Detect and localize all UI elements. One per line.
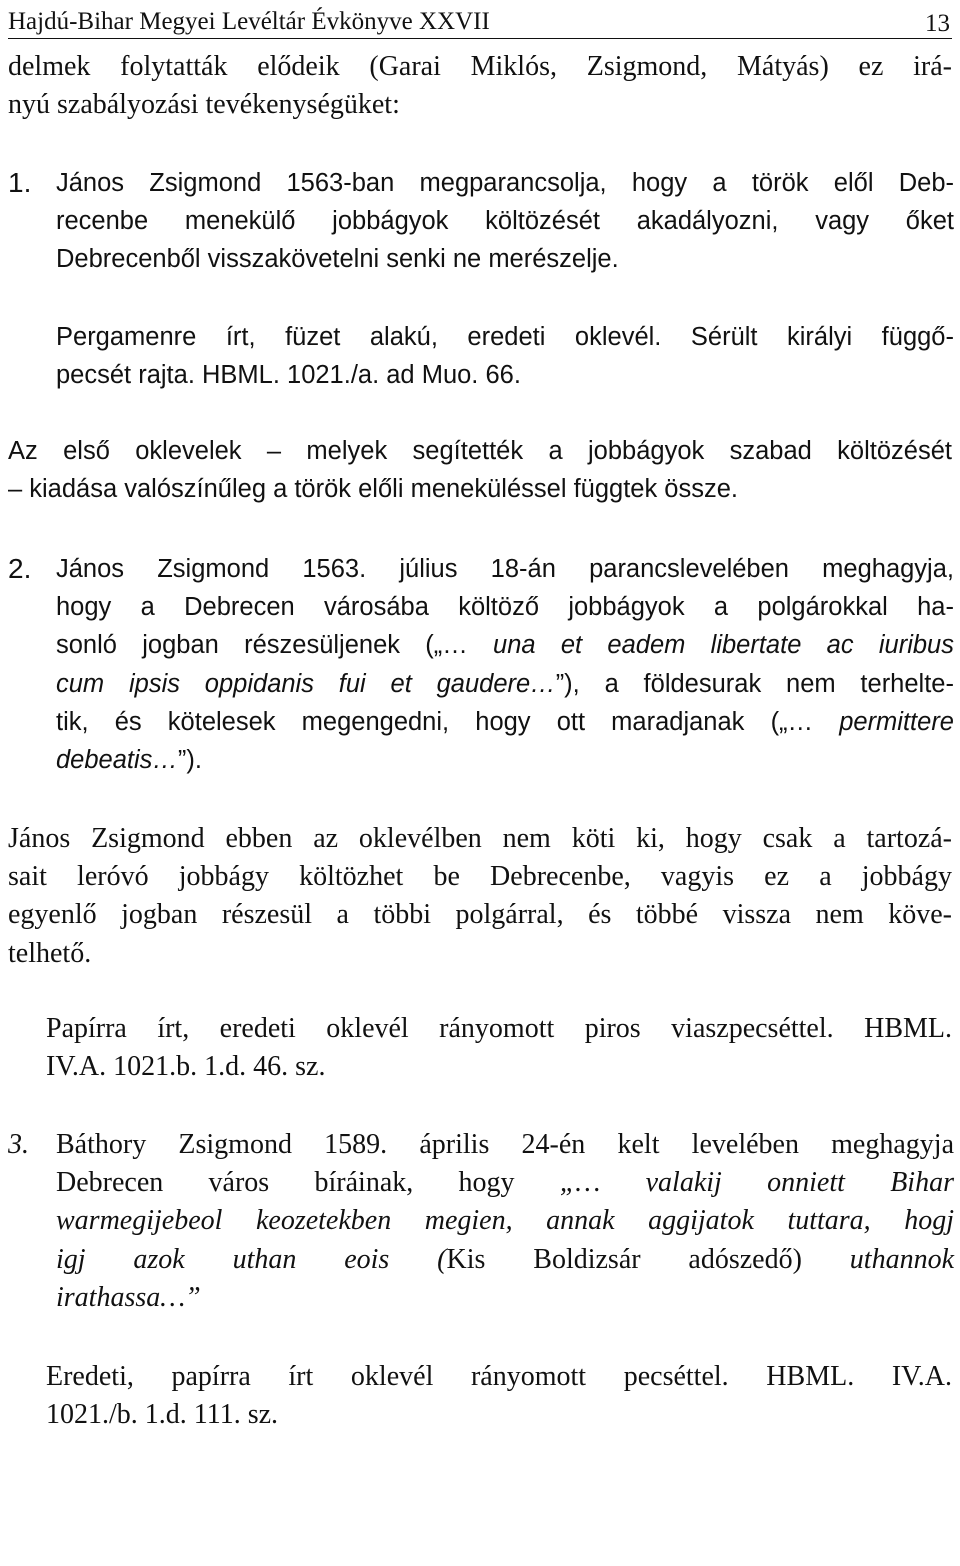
item3-source: Eredeti, papírra írt oklevél rányomott pecséttel. HBML. IV.A. 1021./b. 1.d. 111. sz. — [46, 1361, 952, 1431]
journal-title: Hajdú-Bihar Megyei Levéltár Évkönyve XXVII — [8, 8, 490, 35]
item2-text: János Zsigmond 1563. július 18-án parancslevelében meghagyja, hogy a Debrecen városába költöző jobbágyok a polgárokkal ha- sonló jogban részesüljenek („… una et eadem libertate ac iuribus cum ipsis oppidanis fui et gaudere…”), a földesurak nem terhelte- tik, és kötelesek megengedni, hogy ott maradjanak („… permittere debeatis…”). — [56, 555, 954, 774]
intro-paragraph: delmek folytatták elődeik (Garai Miklós, Zsigmond, Mátyás) ez irá- nyú szabályozási tevékenységüket: — [8, 51, 952, 121]
item-number: 2. — [8, 553, 32, 584]
comment1-paragraph: Az első oklevelek – melyek segítették a jobbágyok szabad költözését – kiadása valószínűleg a török előli meneküléssel függtek össze. — [8, 437, 952, 504]
running-header — [8, 6, 952, 39]
item1-source: Pergamenre írt, füzet alakú, eredeti oklevél. Sérült királyi függő- pecsét rajta. HBML. 1021./a. ad Muo. 66. — [56, 323, 954, 390]
comment2-paragraph: János Zsigmond ebben az oklevélben nem köti ki, hogy csak a tartozá- sait leróvó jobbágy költözhet be Debrecenbe, vagyis ez a jobbágy egyenlő jogban részesül a többi polgárral, és többé vissza nem köve- telhető. — [8, 823, 952, 969]
item3-text: Báthory Zsigmond 1589. április 24-én kelt levelében meghagyja Debrecen város bíráinak, hogy „… valakij onniett Bihar warmegijebeol keozetekben megien, annak aggijatok tuttara, hogj igj azok uthan eois (Kis Boldizsár adószedő) uthannok irathassa…” — [56, 1129, 955, 1313]
item-number: 1. — [8, 167, 32, 198]
item2-source: Papírra írt, eredeti oklevél rányomott piros viaszpecséttel. HBML. IV.A. 1021.b. 1.d. 46. sz. — [46, 1013, 952, 1083]
page-number: 13 — [925, 10, 950, 37]
item1-text: János Zsigmond 1563-ban megparancsolja, hogy a török elől Deb- recenbe menekülő jobbágyok költözését akadályozni, vagy őket Debrecenből visszakövetelni senki ne merészelje. — [56, 169, 954, 274]
item-number: 3. — [8, 1129, 29, 1160]
